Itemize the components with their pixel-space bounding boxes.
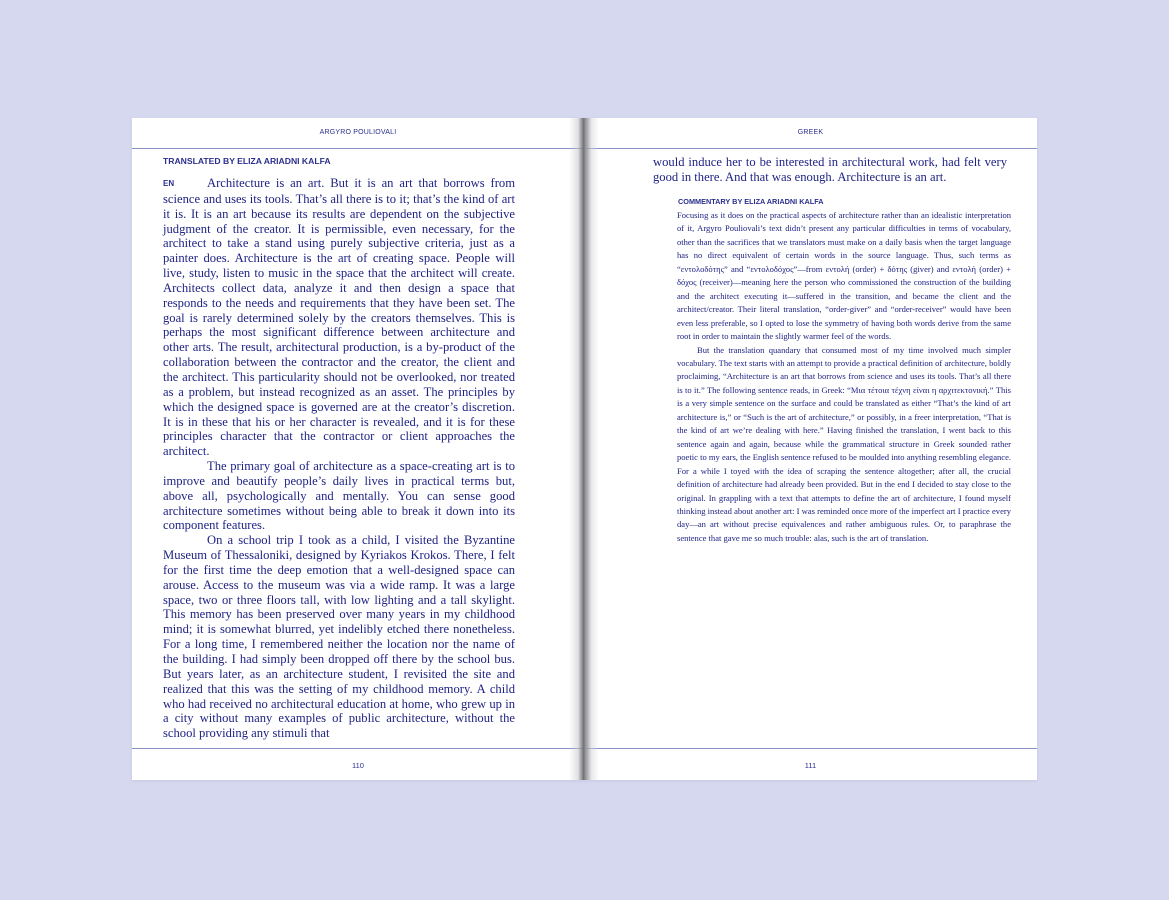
header-rule — [584, 148, 1037, 149]
paragraph: On a school trip I took as a child, I visited the Byzantine Museum of Thessaloniki, designed by Kyriakos Krokos. There, I felt for the first time the deep emotion that a well-designed space can arouse. Access to the museum was via a wide ramp. It was a large space, two or three floors tall, with low lighting and a tall skylight. This memory has been preserved over many years in my childhood mind; it is somewhat blurred, yet indelibly etched there nonetheless. For a long time, I remembered neither the location nor the name of the building. I had simply been dropped off there by the school bus. But years later, as an architecture student, I revisited the site and realized that this was the setting of my childhood memory. A child who had received no architectural education at home, who grew up in a city without many examples of public architecture, without the school providing any stimuli that — [163, 533, 515, 741]
paragraph: Focusing as it does on the practical aspects of architecture rather than an idealistic interpretation of it, Argyro Pouliovali’s text didn’t present any particular difficulties in terms of vocabulary, other than the sacrifices that we translators must make on a daily basis when the target language has no direct equivalent of certain words in the source language. Thus, such terms as “εντολοδότης” and “εντολοδόχος”—from εντολή (order) + δότης (giver) and εντολή (order) + δόχος (receiver)—meaning here the person who commissioned the construction of the building and the architect executing it—suffered in the transition, and became the client and the architect/creator. Their literal translation, “order-giver” and “order-receiver” would have been even less preferable, so I opted to lose the symmetry of having both words derive from the same root in order to maintain the slightly warmer feel of the words. — [677, 210, 1011, 342]
commentary-heading: COMMENTARY BY ELIZA ARIADNI KALFA — [678, 197, 824, 206]
right-page — [584, 118, 1037, 780]
paragraph: The primary goal of architecture as a space-creating art is to improve and beautify people’s daily lives in practical terms but, above all, psychologically and mentally. You can sense good architecture sometimes without being able to break it down into its component features. — [163, 459, 515, 533]
page-number-right: 111 — [804, 761, 817, 770]
main-text — [163, 176, 515, 741]
running-head-author: ARGYRO POULIOVALI — [319, 129, 397, 136]
paragraph: would induce her to be interested in architectural work, had felt very good in there. And that was enough. Architecture is an art. — [653, 155, 1007, 184]
paragraph-text: Architecture is an art. But it is an art that borrows from science and uses its tools. That’s all there is to it; that’s the kind of art it is. It is an art because its results are dependent on the subjective judgment of the creator. It is permissible, even necessary, for the architect to take a stand using purely subjective criteria, just as a painter does. Architecture is the art of creating space. People will live, study, listen to music in the space that the architect will create. Architects collect data, analyze it and then design a space that responds to the needs and requirements that they have been set. The goal is rarely determined solely by the creators themselves. This is perhaps the most significant difference between architecture and other arts. The result, architectural production, is a by-product of the collaboration between the contractor and the creator, the client and the architect. This particularity should not be overlooked, nor treated as a problem, but instead recognized as an asset. The principles by which the designed space is governed are at the creator’s discretion. It is in these that his or her character is revealed, and it is for these principles character that the contractor or client approaches the architect. — [163, 176, 515, 459]
continued-text — [653, 155, 1007, 185]
translator-credit: TRANSLATED BY ELIZA ARIADNI KALFA — [163, 156, 331, 166]
page-number-left: 110 — [352, 761, 364, 770]
commentary-text — [677, 209, 1011, 545]
footer-rule — [584, 748, 1037, 749]
footer-rule — [132, 748, 584, 749]
running-head-language: GREEK — [797, 129, 824, 136]
left-page — [132, 118, 584, 780]
paragraph — [163, 176, 515, 459]
header-rule — [132, 148, 584, 149]
language-tag: EN — [163, 179, 175, 188]
book-spread — [132, 118, 1037, 780]
paragraph: But the translation quandary that consumed most of my time involved much simpler vocabulary. The text starts with an attempt to provide a practical definition of architecture, boldly proclaiming, “Architecture is an art that borrows from science and uses its tools. That’s all there is to it.” The following sentence reads, in Greek: “Μια τέτοια τέχνη είναι η αρχιτεκτονική.” This is a very simple sentence on the surface and could be translated as either “That’s the kind of art architecture is,” or “Such is the art of architecture,” or possibly, in a freer interpretation, “That is the kind of art we’re dealing with here.” Having finished the translation, I went back to this sentence again and again, because while the grammatical structure in Greek sounded rather poetic to my ears, the English sentence refused to be moulded into anything resembling elegance. For a while I toyed with the idea of scraping the sentence altogether; after all, the crucial definition of architecture had already been provided. But in the end I decided to stay close to the original. In grappling with a text that attempts to define the art of architecture, I found myself thinking instead about another art: I was reminded once more of the imperfect art I practice every day—an art without precise equivalences and rather ambiguous rules. Or, to paraphrase the sentence that gave me so much trouble: alas, such is the art of translation. — [677, 344, 1011, 543]
